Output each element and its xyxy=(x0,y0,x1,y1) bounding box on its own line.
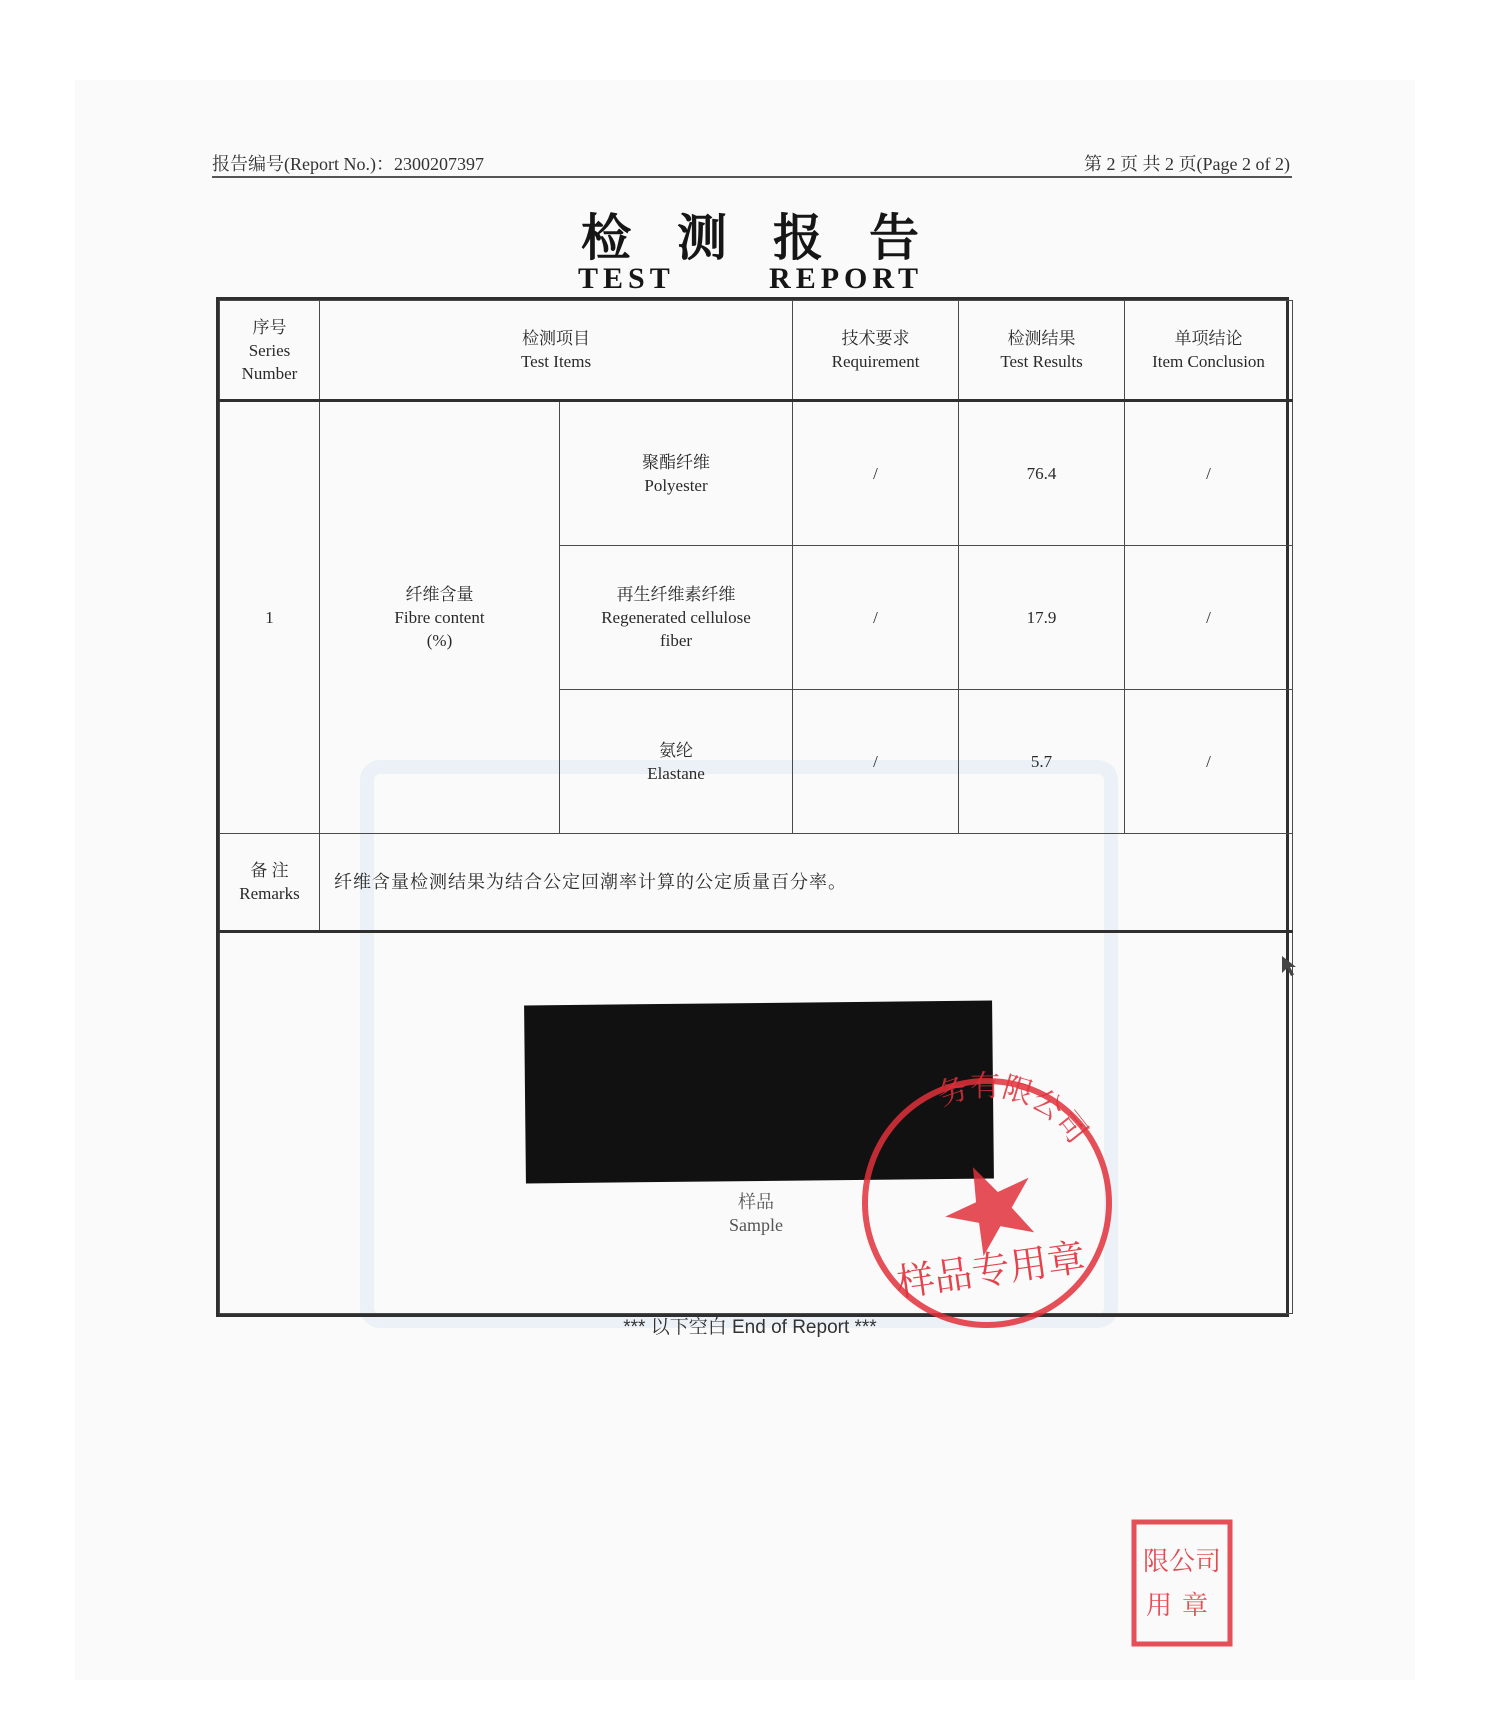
header-requirement xyxy=(793,301,959,401)
group-item-en: Fibre content xyxy=(394,608,485,627)
table-header-row xyxy=(220,301,1293,401)
conclusion-cell: / xyxy=(1125,401,1293,546)
header-series-cn: 序号 xyxy=(252,317,287,337)
header-rule xyxy=(212,176,1292,178)
header-results-en: Test Results xyxy=(1000,352,1083,371)
conclusion-cell: / xyxy=(1125,546,1293,690)
header-req-en: Requirement xyxy=(831,352,920,371)
sample-cell xyxy=(220,932,1293,1314)
corner-seal-line1: 限公司 xyxy=(1142,1547,1222,1577)
remarks-label-en: Remarks xyxy=(239,884,300,903)
header-results-cn: 检测结果 xyxy=(1007,329,1076,348)
requirement-cell: / xyxy=(793,401,959,546)
sample-row xyxy=(220,932,1293,1314)
seal-bottom-text: 样品专用章 xyxy=(893,1235,1089,1306)
header-conclusion-cn: 单项结论 xyxy=(1174,329,1243,348)
header-req-cn: 技术要求 xyxy=(841,329,910,348)
header-series-en: Series xyxy=(248,340,291,360)
sample-caption xyxy=(220,1191,1292,1237)
title-english-left: TEST xyxy=(578,262,675,295)
result-cell: 76.4 xyxy=(959,401,1125,546)
title-english-right: REPORT xyxy=(769,262,923,295)
fibre-name-cell xyxy=(560,401,793,546)
fibre-name-en: Elastane xyxy=(647,763,705,783)
header-series-number xyxy=(220,301,320,401)
title-english xyxy=(578,262,923,296)
sample-seal-stamp xyxy=(852,1068,1122,1338)
requirement-cell: / xyxy=(793,690,959,834)
result-cell: 17.9 xyxy=(959,546,1125,690)
header-items-cn: 检测项目 xyxy=(522,329,590,348)
conclusion-cell: / xyxy=(1125,690,1293,834)
end-of-report: *** 以下空白 End of Report *** xyxy=(623,1317,877,1338)
title-chinese: 检测报告 xyxy=(581,210,965,266)
fibre-name-cell xyxy=(560,546,793,690)
fibre-name-cn: 再生纤维素纤维 xyxy=(616,585,736,604)
svg-text:务有限公司 xyxy=(933,1069,1094,1150)
fibre-name-cn: 氨纶 xyxy=(659,740,693,760)
fibre-name-en2: fiber xyxy=(659,631,693,650)
header-conclusion-en: Item Conclusion xyxy=(1152,352,1265,371)
result-cell: 5.7 xyxy=(959,690,1125,834)
header-test-results xyxy=(959,301,1125,401)
table-row xyxy=(220,401,1293,546)
remarks-row xyxy=(220,834,1293,932)
header-series-en2: Number xyxy=(241,363,298,383)
sample-caption-en: Sample xyxy=(729,1215,783,1235)
test-report-table xyxy=(216,297,1289,1317)
remarks-text: 纤维含量检测结果为结合公定回潮率计算的公定质量百分率。 xyxy=(320,834,1293,932)
page-indicator: 第 2 页 共 2 页(Page 2 of 2) xyxy=(1084,154,1290,174)
report-number: 报告编号(Report No.)：2300207397 xyxy=(212,154,484,174)
fibre-name-en: Polyester xyxy=(644,475,708,495)
corner-seal-line2: 用章 xyxy=(1145,1591,1219,1621)
sample-caption-cn: 样品 xyxy=(738,1192,774,1212)
fibre-name-cn: 聚酯纤维 xyxy=(642,452,710,472)
header-item-conclusion xyxy=(1125,301,1293,401)
header-items-en: Test Items xyxy=(520,352,592,371)
remarks-label xyxy=(220,834,320,932)
cursor-icon xyxy=(1280,955,1298,977)
series-number-cell: 1 xyxy=(220,401,320,834)
fibre-name-cell xyxy=(560,690,793,834)
remarks-label-cn: 备 注 xyxy=(250,861,289,880)
requirement-cell: / xyxy=(793,546,959,690)
group-item-unit: (%) xyxy=(426,631,453,650)
corner-seal-stamp xyxy=(1130,1518,1234,1648)
fibre-name-en: Regenerated cellulose xyxy=(601,608,751,627)
group-item-cn: 纤维含量 xyxy=(405,585,474,604)
test-item-group-cell xyxy=(320,401,560,834)
seal-top-text: 务有限公司 xyxy=(933,1068,1095,1150)
header-test-items xyxy=(320,301,793,401)
